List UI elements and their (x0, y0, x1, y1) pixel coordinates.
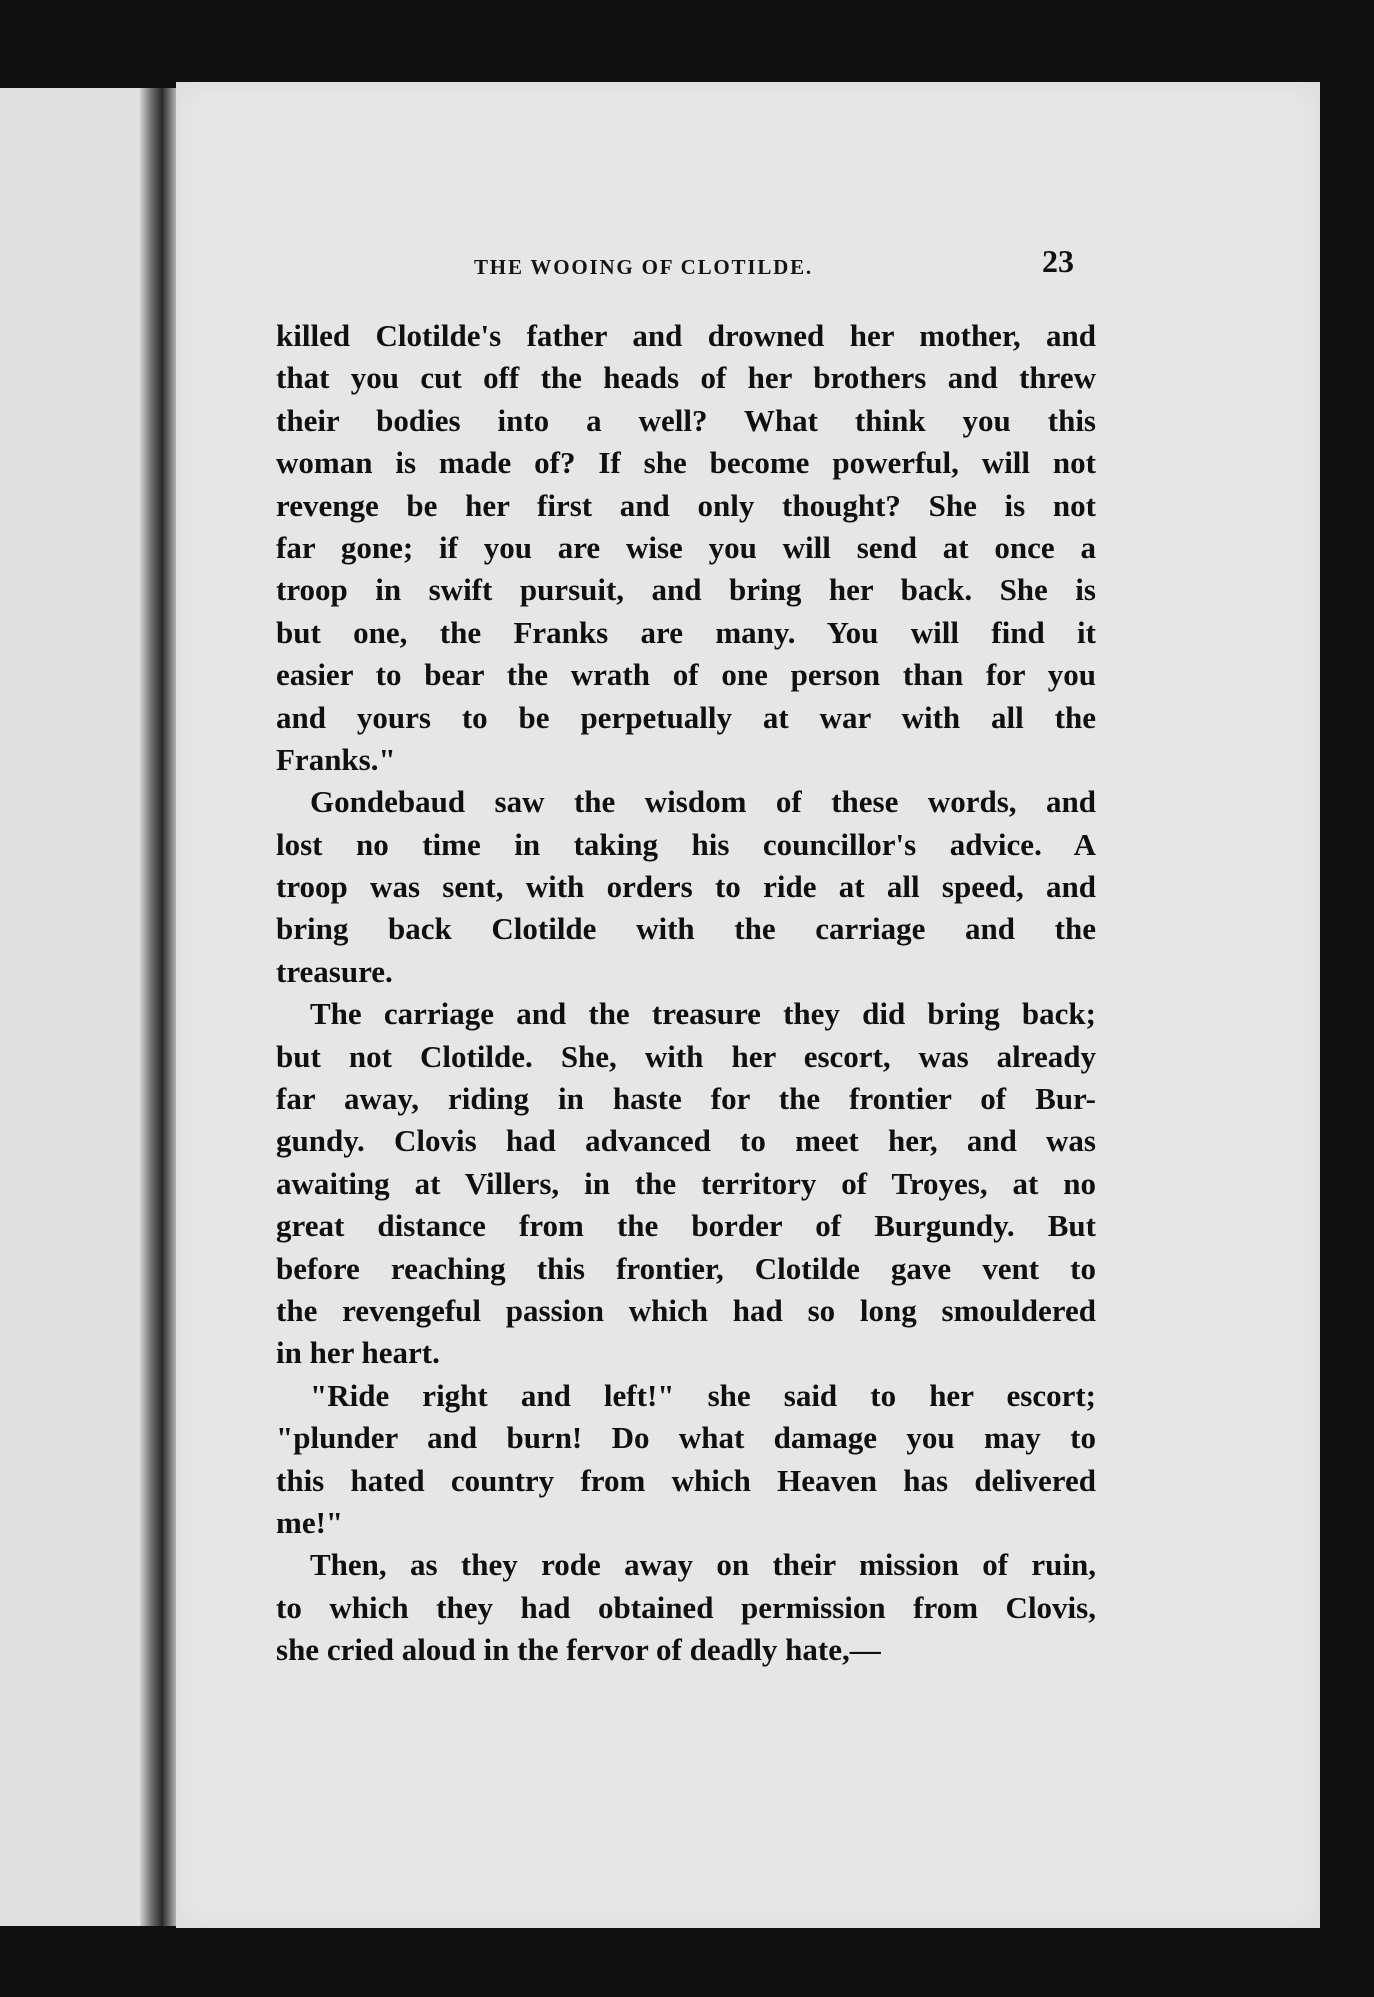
text-line: me!" (276, 1504, 344, 1540)
running-title: THE WOOING OF CLOTILDE. (474, 255, 813, 279)
text-line: lost no time in taking his councillor's advice. A (276, 826, 1096, 862)
text-line: "plunder and burn! Do what damage you may to (276, 1420, 1096, 1456)
text-line: that you cut off the heads of her brothers and threw (276, 360, 1096, 396)
text-line: to which they had obtained permission from Clovis, (276, 1589, 1096, 1625)
text-line: revenge be her first and only thought? She is not (276, 487, 1096, 523)
text-line: before reaching this frontier, Clotilde gave vent to (276, 1250, 1096, 1286)
text-line: troop in swift pursuit, and bring her back. She is (276, 572, 1096, 608)
text-line: bring back Clotilde with the carriage and the (276, 911, 1096, 947)
paragraph-start-line: "Ride right and left!" she said to her escort; (310, 1377, 1096, 1413)
text-line: awaiting at Villers, in the territory of Troyes, at no (276, 1165, 1096, 1201)
body-text (276, 315, 1096, 1672)
left-page-edge (0, 88, 150, 1926)
text-line: great distance from the border of Burgundy. But (276, 1208, 1096, 1244)
paragraph-start-line: The carriage and the treasure they did bring back; (310, 996, 1096, 1032)
running-head (300, 243, 1080, 293)
text-line: gundy. Clovis had advanced to meet her, and was (276, 1123, 1096, 1159)
text-line: Franks." (276, 741, 396, 777)
text-line: this hated country from which Heaven has delivered (276, 1462, 1096, 1498)
text-line: the revengeful passion which had so long smouldered (276, 1292, 1096, 1328)
book-spine-shadow (140, 88, 180, 1926)
text-line: and yours to be perpetually at war with all the (276, 699, 1096, 735)
text-line: in her heart. (276, 1335, 440, 1371)
text-line: she cried aloud in the fervor of deadly hate,— (276, 1632, 881, 1668)
text-line: troop was sent, with orders to ride at all speed, and (276, 869, 1096, 905)
text-line: treasure. (276, 953, 393, 989)
paragraph-start-line: Gondebaud saw the wisdom of these words, and (310, 784, 1096, 820)
text-line: far gone; if you are wise you will send at once a (276, 529, 1096, 565)
text-line: far away, riding in haste for the frontier of Bur- (276, 1081, 1096, 1117)
paragraph-start-line: Then, as they rode away on their mission of ruin, (310, 1547, 1096, 1583)
text-line: easier to bear the wrath of one person than for you (276, 657, 1096, 693)
text-line: but not Clotilde. She, with her escort, was already (276, 1038, 1096, 1074)
text-line: woman is made of? If she become powerful, will not (276, 445, 1096, 481)
text-line: but one, the Franks are many. You will find it (276, 614, 1096, 650)
text-line: their bodies into a well? What think you this (276, 402, 1096, 438)
page-number: 23 (1042, 243, 1074, 279)
text-line: killed Clotilde's father and drowned her mother, and (276, 318, 1096, 353)
